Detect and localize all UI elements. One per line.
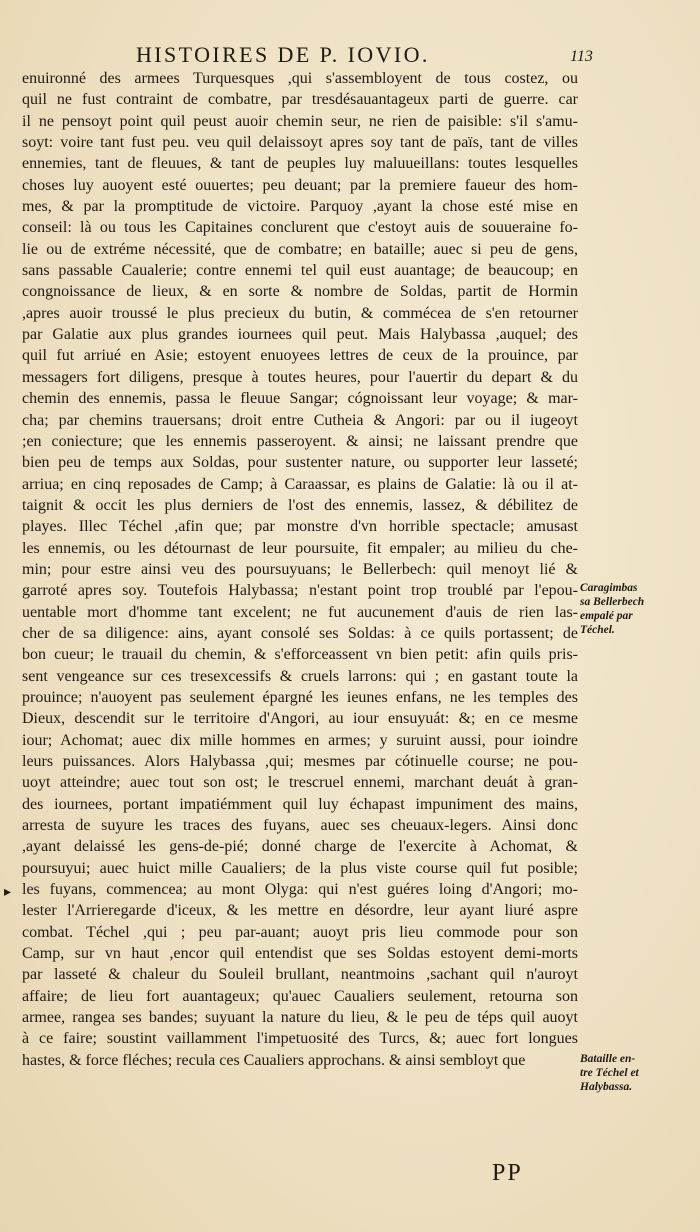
text-line: cha; par chemins trauersans; droit entre Cutheia & Angori: par ou il iugeoyt xyxy=(22,411,578,429)
text-line: cher de sa diligence: ains, ayant consolé ses Soldas: à ce quils portassent; de xyxy=(22,624,578,642)
text-line: prouince; n'auoyent pas seulement épargné les ieunes enfans, ne les temples des xyxy=(22,688,578,706)
text-line: quil ne fust contraint de combatre, par tresdésauantageux parti de guerre. car xyxy=(22,91,578,109)
text-line: soyt: voire tant fust peu. veu quil delaissoyt apres soy tant de païs, tant de villes xyxy=(22,134,578,152)
marginal-note xyxy=(580,581,644,637)
text-line: uoyt atteindre; auec tout son ost; le trescruel ennemi, marchant deuát à gran- xyxy=(22,774,578,792)
text-line: taignit & occit les plus derniers de l'ost des ennemis, lassez, & débilitez de xyxy=(22,496,578,514)
text-line: leurs puissances. Alors Halybassa ,qui; mesmes par cótinuelle course; ne pou- xyxy=(22,753,578,770)
text-line: des iournees, portant impatiémment quil luy échapast impuniment des mains, xyxy=(22,795,578,813)
text-line: arriua; en cinq reposades de Camp; à Caraassar, es plains de Galatie: là ou il at- xyxy=(22,475,578,493)
text-line: lie ou de extréme nécessité, que de combatre; en bataille; auec si peu de gens, xyxy=(22,240,578,258)
marginal-note-line: empalé par xyxy=(580,610,633,622)
text-line: choses luy auoyent esté ouuertes; peu deuant; par la premiere faueur des hom- xyxy=(22,176,578,194)
body-text xyxy=(22,68,578,1071)
text-line: sans passable Caualerie; contre ennemi tel quil eust auantage; de beaucoup; en xyxy=(22,262,578,280)
text-line: armee, rangea ses bandes; suyuant la nature du lieu, & le peu de téps quil auoyt xyxy=(22,1009,578,1027)
text-line: congnoissance de lieux, & en sorte & nombre de Soldas, partit de Hormin xyxy=(22,283,578,301)
text-line: les ennemis, ou les détournast de leur poursuite, fit empaler; au milieu du che- xyxy=(22,539,578,557)
text-line: messagers fort diligens, presque à toutes heures, pour l'auertir du depart & du xyxy=(22,368,578,386)
text-line: Camp, sur vn haut ,encor quil entendist que ses Soldas estoyent demi-morts xyxy=(22,945,578,963)
margin-mark-icon: ▸ xyxy=(4,885,12,900)
text-line: bien peu de temps aux Soldas, pour sustenter nature, ou supporter leur lasseté; xyxy=(22,454,578,472)
text-line: il ne pensoyt point quil peust auoir chemin seur, ne rien de paisible: s'il s'amu- xyxy=(22,112,578,130)
text-line: bon cueur; le trauail du chemin, & s'efforceassent vn bien petit: afin quils pris- xyxy=(22,646,578,664)
text-line: les fuyans, commencea; au mont Olyga: qui n'est guéres loing d'Angori; mo- xyxy=(22,881,578,899)
text-line: garroté apres soy. Toutefois Halybassa; n'estant point trop troublé par l'epou- xyxy=(22,582,578,600)
text-line: combat. Téchel ,qui ; peu par-auant; auoyt pris lieu commode pour son xyxy=(22,923,578,941)
text-line: playes. Illec Téchel ,afin que; par monstre d'vn horrible spectacle; amusast xyxy=(22,518,578,536)
text-line: ,apres auoir troussé le plus precieux du butin, & commécea de s'en retourner xyxy=(22,304,578,322)
text-line: enuironné des armees Turquesques ,qui s'assembloyent de tous costez, ou xyxy=(22,70,578,87)
text-line: ,ayant delaissé les gens-de-pié; donné charge de l'exercite à Achomat, & xyxy=(22,838,578,856)
marginal-note-line: Téchel. xyxy=(580,624,615,636)
text-line: sent vengeance sur ces tresexcessifs & cruels larrons: qui ; en gastant toute la xyxy=(22,667,578,685)
running-head: HISTOIRES DE P. IOVIO. xyxy=(136,42,430,67)
text-line: par Galatie aux plus grandes iournees quil peut. Mais Halybassa ,auquel; des xyxy=(22,326,578,344)
text-line: uentable mort d'homme tant excelent; ne fut aucunement d'auis de rien las- xyxy=(22,603,578,621)
marginal-note-line: tre Téchel et xyxy=(580,1067,639,1079)
marginal-note-line: Caragimbas xyxy=(580,582,638,594)
text-line: affaire; de lieu fort auantageux; qu'auec Caualiers seulement, retourna son xyxy=(22,987,578,1005)
text-line: par lasseté & chaleur du Souleil brullant, neantmoins ,sachant quil n'auroyt xyxy=(22,966,578,984)
text-line: poursuyui; auec huict mille Caualiers; de la plus viste course quil fut posible; xyxy=(22,859,578,877)
text-line: chemin des ennemis, passa le fleuue Sangar; cógnoissant leur voyage; & mar- xyxy=(22,390,578,408)
text-line: à ce faire; soustint vaillamment l'impetuosité des Turcs, &; auec fort longues xyxy=(22,1030,578,1048)
text-line: ennemies, tant de fleuues, & tant de peuples luy maluueillans: toutes lesquelles xyxy=(22,155,578,173)
text-line: ;en coniecture; que les ennemis passeroyent. & ainsi; ne laissant prendre que xyxy=(22,432,578,450)
marginal-note xyxy=(580,1052,639,1094)
text-line: min; pour estre ainsi veu des poursuyuans; le Bellerbech: quil menoyt lié & xyxy=(22,560,578,578)
text-line: conseil: là ou tous les Capitaines conclurent que c'estoyt auis de souueraine fo- xyxy=(22,219,578,237)
text-line: iour; Achomat; auec dix mille hommes en armes; y suruint aussi, pour ioindre xyxy=(22,731,578,749)
text-line: hastes, & force fléches; recula ces Caualiers approchans. & ainsi sembloyt que xyxy=(22,1051,526,1069)
text-line: quil fut arriué en Asie; estoyent enuoyees lettres de ceux de la prouince, par xyxy=(22,347,578,365)
folio-number: 113 xyxy=(570,48,593,65)
marginal-note-line: sa Bellerbech xyxy=(580,596,645,608)
marginal-note-line: Bataille en- xyxy=(580,1053,636,1065)
text-line: mes, & par la promptitude de victoire. Parquoy ,ayant la chose esté mise en xyxy=(22,198,578,216)
text-line: Dieux, descendit sur le territoire d'Angori, au iour ensuyuát: &; en ce mesme xyxy=(22,710,578,728)
marginal-note-line: Halybassa. xyxy=(580,1081,633,1093)
text-line: arresta de suyure les traces des fuyans, auec ses cheuaux-legers. Ainsi donc xyxy=(22,817,578,835)
signature-mark: PP xyxy=(492,1160,523,1186)
text-line: lester l'Arrieregarde d'iceux, & les mettre en désordre, leur ayant liuré aspre xyxy=(22,902,578,920)
